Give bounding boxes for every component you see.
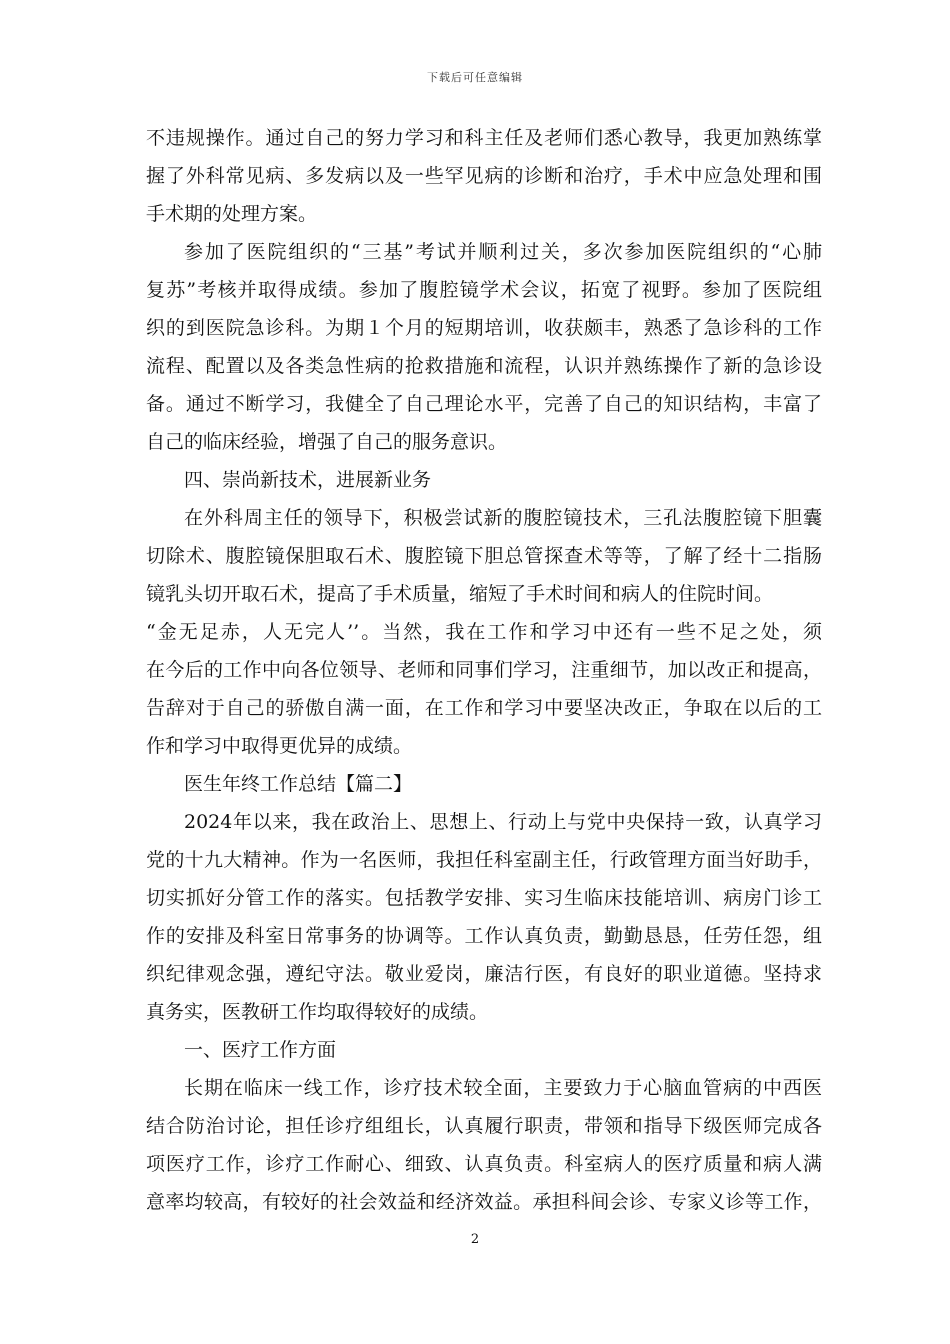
text-line: 项医疗工作，诊疗工作耐心、细致、认真负责。科室病人的医疗质量和病人满 xyxy=(146,1153,822,1175)
text-line: 党的十九大精神。作为一名医师，我担任科室副主任，行政管理方面当好助手， xyxy=(146,849,822,871)
text-line: 作和学习中取得更优异的成绩。 xyxy=(146,735,413,757)
text-line: 织的到医院急诊科。为期１个月的短期培训，收获颇丰，熟悉了急诊科的工作 xyxy=(146,317,822,339)
text-line: 握了外科常见病、多发病以及一些罕见病的诊断和治疗，手术中应急处理和围 xyxy=(146,165,822,187)
page-header: 下载后可任意编辑 xyxy=(427,71,523,84)
section-heading: 四、崇尚新技术，进展新业务 xyxy=(184,469,432,491)
section-heading: 医生年终工作总结【篇二】 xyxy=(184,773,413,795)
text-line: 真务实，医教研工作均取得较好的成绩。 xyxy=(146,1001,489,1023)
paragraph-start-line: 2024年以来，我在政治上、思想上、行动上与党中央保持一致，认真学习 xyxy=(184,811,822,833)
text-line: 备。通过不断学习，我健全了自己理论水平，完善了自己的知识结构，丰富了 xyxy=(146,393,822,415)
page-number: 2 xyxy=(470,1232,480,1247)
text-line: 切除术、腹腔镜保胆取石术、腹腔镜下胆总管探查术等等，了解了经十二指肠 xyxy=(146,545,822,567)
body-text xyxy=(146,119,822,1221)
text-line: 织纪律观念强，遵纪守法。敬业爱岗，廉洁行医，有良好的职业道德。坚持求 xyxy=(146,963,822,985)
text-line: 自己的临床经验，增强了自己的服务意识。 xyxy=(146,431,508,453)
text-line: 复苏”考核并取得成绩。参加了腹腔镜学术会议，拓宽了视野。参加了医院组 xyxy=(146,279,822,301)
text-line: 切实抓好分管工作的落实。包括教学安排、实习生临床技能培训、病房门诊工 xyxy=(146,887,822,909)
text-line: 在今后的工作中向各位领导、老师和同事们学习，注重细节，加以改正和提高， xyxy=(146,659,822,681)
text-line: 意率均较高，有较好的社会效益和经济效益。承担科间会诊、专家义诊等工作， xyxy=(146,1191,822,1213)
paragraph-start-line: 参加了医院组织的“三基”考试并顺利过关，多次参加医院组织的“心肺 xyxy=(184,241,822,263)
text-line: 镜乳头切开取石术，提高了手术质量，缩短了手术时间和病人的住院时间。 xyxy=(146,583,774,605)
text-line: 手术期的处理方案。 xyxy=(146,203,318,225)
paragraph-start-line: 在外科周主任的领导下，积极尝试新的腹腔镜技术，三孔法腹腔镜下胆囊 xyxy=(184,507,822,529)
text-line: 流程、配置以及各类急性病的抢救措施和流程，认识并熟练操作了新的急诊设 xyxy=(146,355,822,377)
text-line: “金无足赤，人无完人’’。当然，我在工作和学习中还有一些不足之处，须 xyxy=(146,621,822,643)
section-heading: 一、医疗工作方面 xyxy=(184,1039,337,1061)
text-line: 不违规操作。通过自己的努力学习和科主任及老师们悉心教导，我更加熟练掌 xyxy=(146,127,822,149)
text-line: 结合防治讨论，担任诊疗组组长，认真履行职责，带领和指导下级医师完成各 xyxy=(146,1115,822,1137)
paragraph-start-line: 长期在临床一线工作，诊疗技术较全面，主要致力于心脑血管病的中西医 xyxy=(184,1077,822,1099)
text-line: 作的安排及科室日常事务的协调等。工作认真负责，勤勤恳恳，任劳任怨，组 xyxy=(146,925,822,947)
text-line: 告辞对于自己的骄傲自满一面，在工作和学习中要坚决改正，争取在以后的工 xyxy=(146,697,822,719)
